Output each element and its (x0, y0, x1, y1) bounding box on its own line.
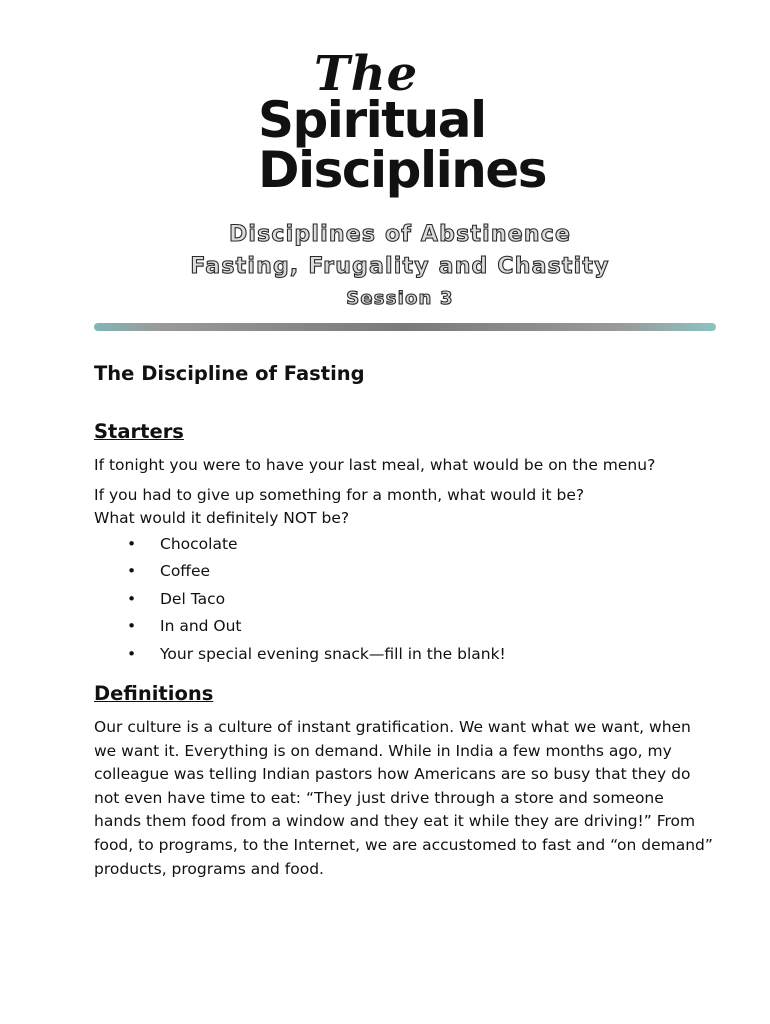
header-divider (94, 323, 716, 331)
starters-question-1: If tonight you were to have your last meal, what would be on the menu? (94, 456, 656, 474)
list-item-text: In and Out (160, 617, 242, 635)
document-body (94, 360, 714, 881)
list-item-text: Your special evening snack—fill in the blank! (160, 644, 506, 663)
page-heading: The Discipline of Fasting (94, 362, 365, 385)
list-item-text: Chocolate (160, 534, 238, 553)
logo-line-disciplines: Disciplines (258, 141, 547, 199)
document-title: Disciplines of Abstinence (228, 222, 572, 247)
starters-heading: Starters (94, 420, 184, 443)
bullet-icon: • (127, 589, 137, 608)
list-item-text: Coffee (160, 562, 211, 580)
session-label: Session 3 (346, 288, 454, 309)
document-subtitle: Fasting, Frugality and Chastity (190, 254, 610, 279)
logo (252, 48, 592, 198)
starters-question-2a: If you had to give up something for a month, what would it be? (94, 485, 585, 504)
definitions-heading: Definitions (94, 682, 214, 705)
list-item (94, 531, 714, 559)
logo-line-spiritual: Spiritual (258, 91, 486, 149)
starters-question-2b: What would it definitely NOT be? (94, 509, 350, 527)
starters-list (94, 531, 714, 669)
list-item (94, 558, 714, 586)
list-item (94, 613, 714, 641)
list-item-text: Del Taco (160, 589, 226, 608)
list-item (94, 586, 714, 614)
list-item (94, 641, 714, 669)
definitions-paragraph: Our culture is a culture of instant gratification. We want what we want, when we want it. Everything is on demand. While in India a few months ago, my colleague was telling Indian pastors how Americans are so busy that they do not even have time to eat: “They just drive through a store and someone hands them food from a window and they eat it while they are driving!” From food, to programs, to the Internet, we are accustomed to fast and “on demand” products, programs and food. (94, 718, 713, 878)
bullet-icon: • (127, 644, 137, 663)
bullet-icon: • (127, 617, 137, 635)
bullet-icon: • (127, 562, 137, 580)
logo-the: The (314, 46, 419, 102)
bullet-icon: • (127, 534, 137, 553)
